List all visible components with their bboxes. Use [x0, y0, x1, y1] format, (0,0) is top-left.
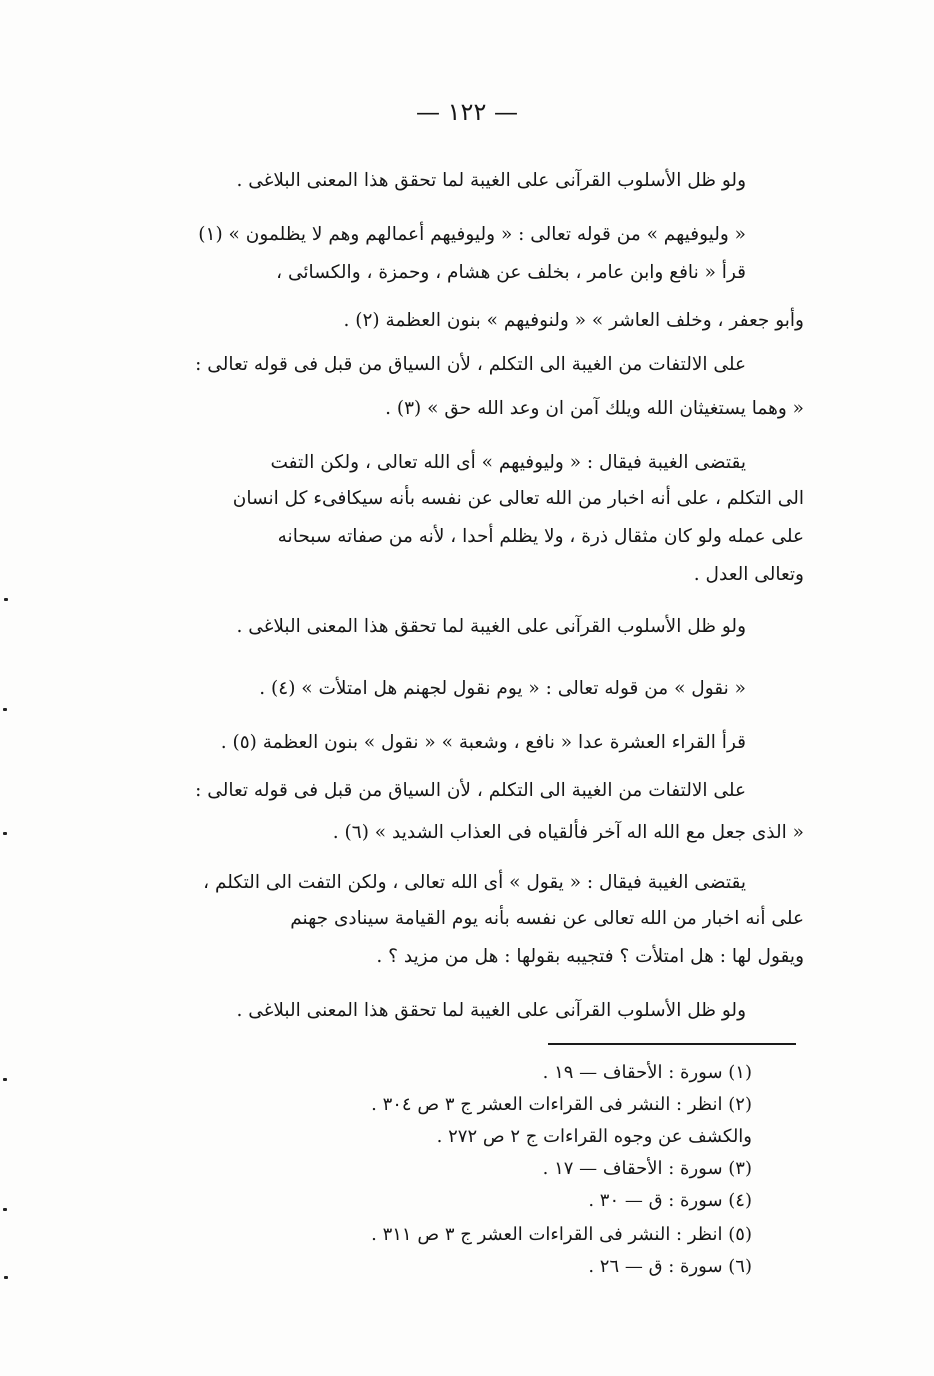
- footnote-2-continued: والكشف عن وجوه القراءات ج ٢ ص ٢٧٢ .: [436, 1126, 752, 1147]
- body-line: وأبو جعفر ، وخلف العاشر » « ولنوفيهم » بنون العظمة (٢) .: [343, 310, 804, 331]
- scan-speck: [3, 1208, 7, 1211]
- body-line: ولو ظل الأسلوب القرآنى على الغيبة لما تحقق هذا المعنى البلاغى .: [236, 616, 746, 637]
- body-line: ولو ظل الأسلوب القرآنى على الغيبة لما تحقق هذا المعنى البلاغى .: [236, 1000, 746, 1021]
- footnote-3: (٣) سورة : الأحقاف — ١٧ .: [542, 1158, 752, 1179]
- body-line: وتعالى العدل .: [693, 564, 804, 585]
- body-line: قرأ القراء العشرة عدا « نافع ، وشعبة » « نقول » بنون العظمة (٥) .: [220, 732, 746, 753]
- body-line: على أنه اخبار من الله تعالى عن نفسه بأنه يوم القيامة سينادى جهنم: [290, 908, 804, 929]
- body-line: « نقول » من قوله تعالى : « يوم نقول لجهنم هل امتلأت » (٤) .: [259, 678, 746, 699]
- body-line: ويقول لها : هل امتلأت ؟ فتجيبه بقولها : هل من مزيد ؟ .: [376, 946, 804, 967]
- footnote-5: (٥) انظر : النشر فى القراءات العشر ج ٣ ص ٣١١ .: [371, 1224, 752, 1245]
- footnote-1: (١) سورة : الأحقاف — ١٩ .: [542, 1062, 752, 1083]
- scan-speck: [3, 1078, 7, 1081]
- body-line: ولو ظل الأسلوب القرآنى على الغيبة لما تحقق هذا المعنى البلاغى .: [236, 170, 746, 191]
- body-line: « وليوفيهم » من قوله تعالى : « وليوفيهم أعمالهم وهم لا يظلمون » (١): [198, 224, 746, 245]
- body-line: الى التكلم ، على أنه اخبار من الله تعالى عن نفسه بأنه سيكافىء كل انسان: [232, 488, 804, 509]
- footnote-6: (٦) سورة : ق — ٢٦ .: [588, 1256, 752, 1277]
- page-number: — ١٢٢ —: [416, 98, 518, 126]
- footnote-divider: [548, 1043, 796, 1045]
- body-line: قرأ « نافع وابن عامر ، بخلف عن هشام ، وحمزة ، والكسائى ،: [276, 262, 746, 283]
- body-line: « وهما يستغيثان الله ويلك آمن ان وعد الله حق » (٣) .: [385, 398, 804, 419]
- body-line: على الالتفات من الغيبة الى التكلم ، لأن السياق من قبل فى قوله تعالى :: [195, 780, 746, 801]
- body-line: يقتضى الغيبة فيقال : « يقول » أى الله تعالى ، ولكن التفت الى التكلم ،: [203, 872, 746, 893]
- scan-speck: [4, 1276, 8, 1279]
- body-line: يقتضى الغيبة فيقال : « وليوفيهم » أى الله تعالى ، ولكن التفت: [270, 452, 746, 473]
- footnote-4: (٤) سورة : ق — ٣٠ .: [588, 1190, 752, 1211]
- scan-speck: [3, 832, 7, 835]
- body-line: « الذى جعل مع الله اله آخر فألقياه فى العذاب الشديد » (٦) .: [332, 822, 804, 843]
- scan-speck: [4, 598, 8, 601]
- body-line: على عمله ولو كان مثقال ذرة ، ولا يظلم أحدا ، لأنه من صفاته سبحانه: [277, 526, 804, 547]
- footnote-2: (٢) انظر : النشر فى القراءات العشر ج ٣ ص ٣٠٤ .: [371, 1094, 752, 1115]
- body-line: على الالتفات من الغيبة الى التكلم ، لأن السياق من قبل فى قوله تعالى :: [195, 354, 746, 375]
- scan-speck: [3, 708, 7, 711]
